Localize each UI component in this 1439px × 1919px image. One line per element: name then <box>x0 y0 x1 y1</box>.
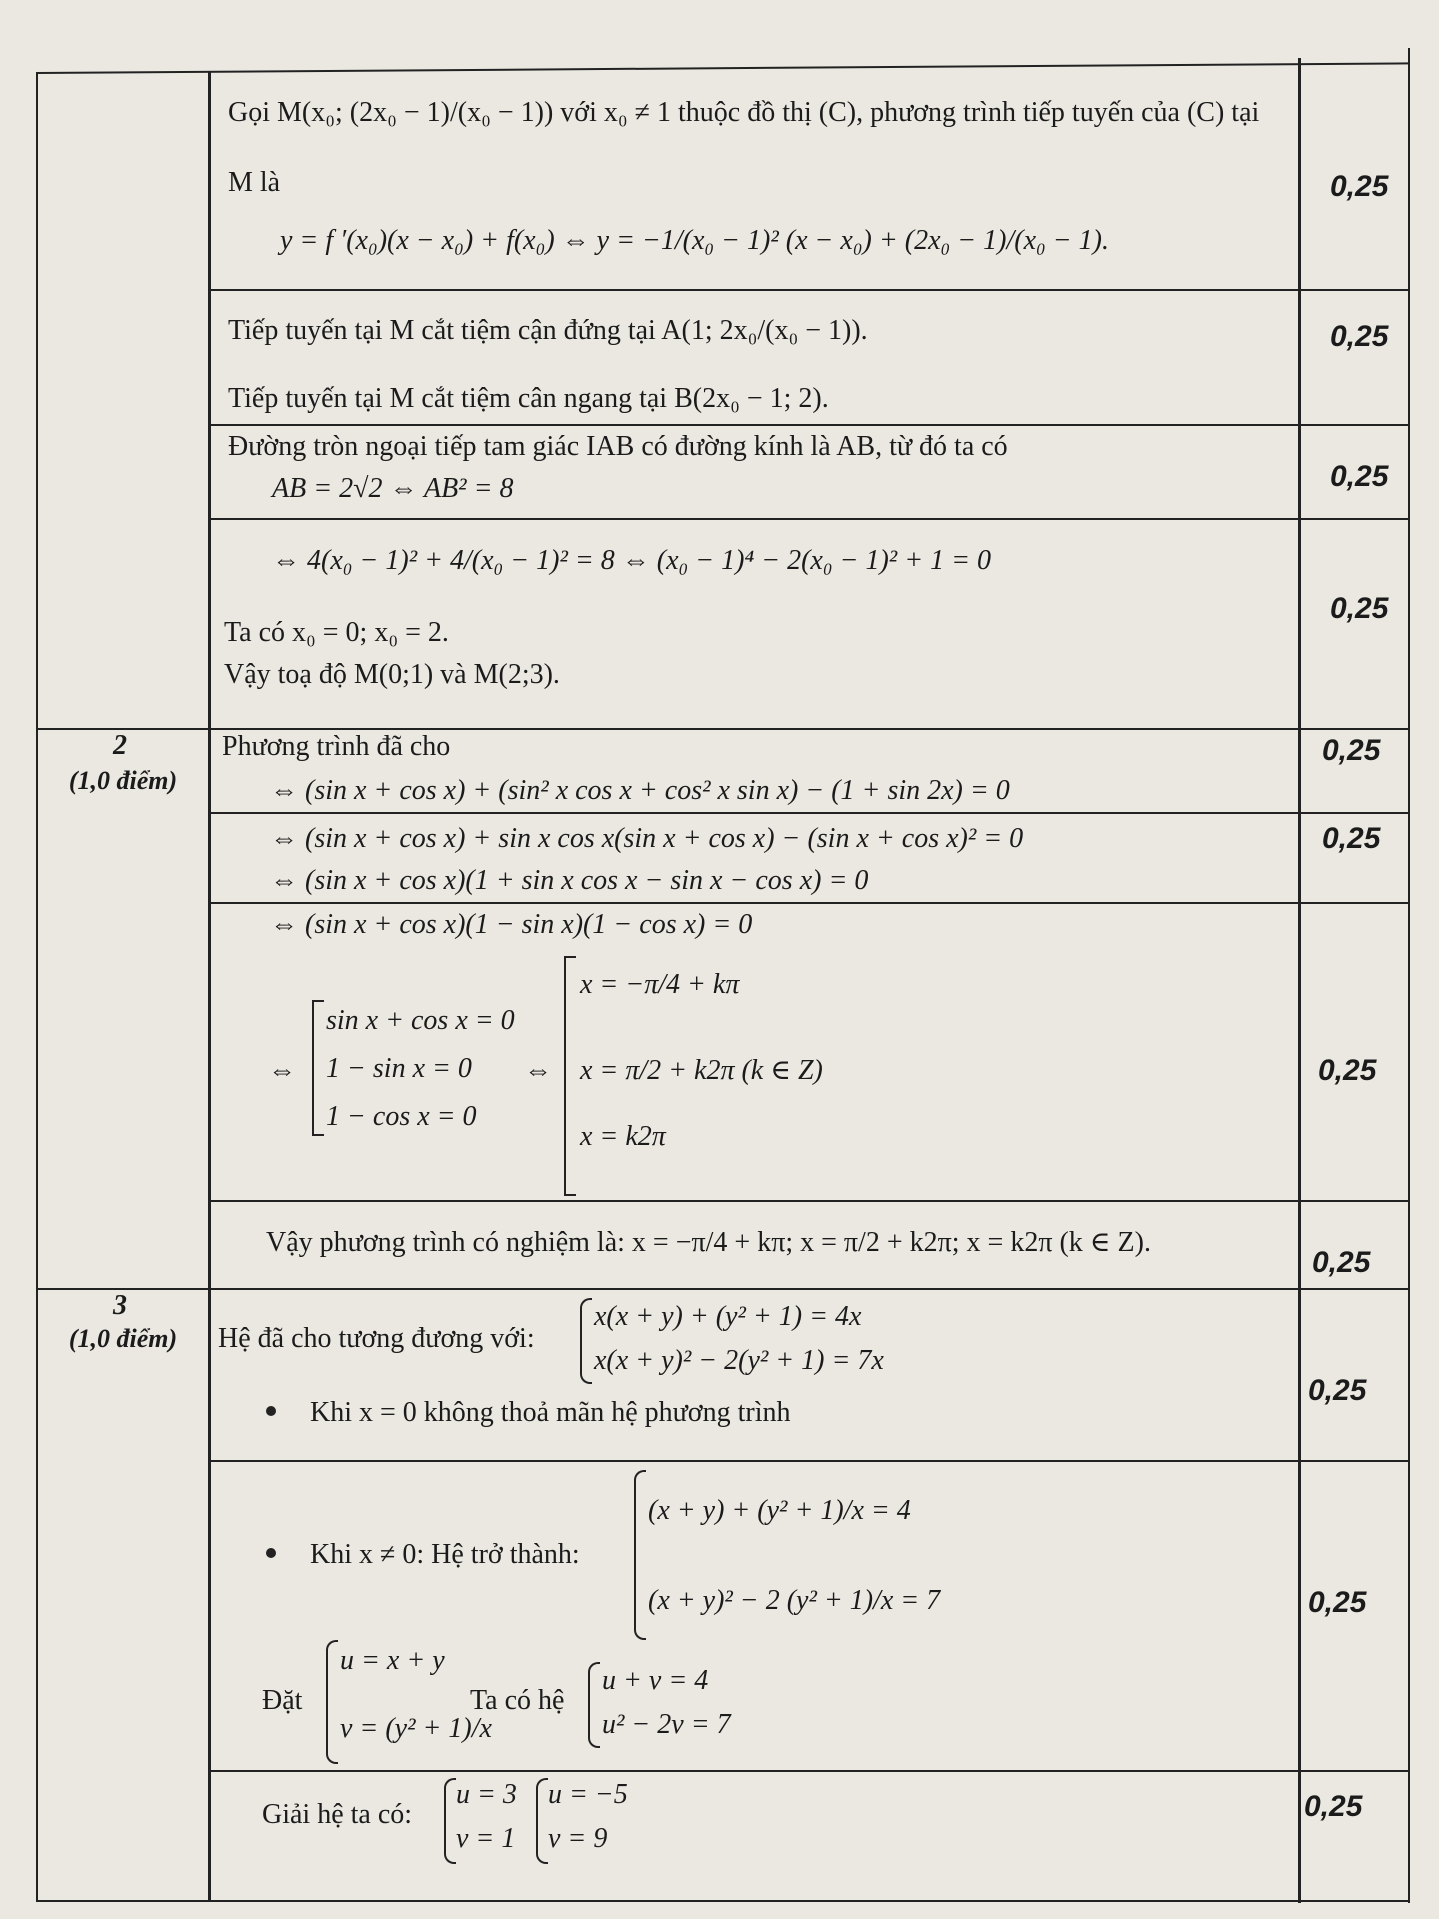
q3-a-bullet-dot <box>266 1406 276 1416</box>
row-divider <box>208 1460 1408 1462</box>
q3-a-sys1: x(x + y) + (y² + 1) = 4x <box>594 1301 862 1332</box>
q2-c-bracket <box>312 1000 324 1136</box>
q2-c-equiv2: ⇔ <box>524 1055 552 1086</box>
r4-score: 0,25 <box>1330 592 1389 625</box>
row-divider <box>208 1770 1408 1772</box>
r1-line2: M là <box>228 167 281 198</box>
q3-a-brace <box>580 1298 592 1384</box>
q2-c-sys1: sin x + cos x = 0 <box>326 1005 515 1036</box>
r4-line2: Ta có x₀ = 0; x₀ = 2. <box>224 617 449 648</box>
q3-a-sys2: x(x + y)² − 2(y² + 1) = 7x <box>594 1345 884 1376</box>
q2-b-line1: ⇔ (sin x + cos x) + sin x cos x(sin x + cos x) − (sin x + cos x)² = 0 <box>270 823 1024 854</box>
q3-number: 3 <box>113 1290 127 1321</box>
q2-c-line1: ⇔ (sin x + cos x)(1 − sin x)(1 − cos x) = 0 <box>270 909 753 940</box>
table-bottom-border <box>36 1900 1410 1902</box>
q2-b-line2: ⇔ (sin x + cos x)(1 + sin x cos x − sin x − cos x) = 0 <box>270 865 869 896</box>
r3-line1: Đường tròn ngoại tiếp tam giác IAB có đường kính là AB, từ đó ta có <box>228 431 1008 462</box>
r1-line3: y = f ′(x₀)(x − x₀) + f(x₀) ⇔ y = −1/(x₀ − 1)² (x − x₀) + (2x₀ − 1)/(x₀ − 1). <box>280 225 1109 256</box>
q2-b-score: 0,25 <box>1322 822 1381 855</box>
row-divider <box>208 812 1408 814</box>
q2-number: 2 <box>113 730 127 761</box>
q3-b-taco: Ta có hệ <box>470 1685 565 1716</box>
table-left-border <box>36 72 38 1902</box>
table-right-border <box>1408 48 1410 1903</box>
q3-b-v: v = (y² + 1)/x <box>340 1713 492 1744</box>
q2-points: (1,0 điểm) <box>68 766 178 795</box>
q3-a-bullet: Khi x = 0 không thoả mãn hệ phương trình <box>310 1397 791 1428</box>
q3-c-s2b: v = 9 <box>548 1823 608 1854</box>
q3-b-u: u = x + y <box>340 1645 445 1676</box>
score-column-divider <box>1298 58 1301 1903</box>
row-divider <box>36 1288 1410 1290</box>
q2-a-line2: ⇔ (sin x + cos x) + (sin² x cos x + cos² x sin x) − (1 + sin 2x) = 0 <box>270 775 1010 806</box>
q3-b-dat: Đặt <box>262 1685 303 1716</box>
q2-c-sys2: 1 − sin x = 0 <box>326 1053 472 1084</box>
r2-line2: Tiếp tuyến tại M cắt tiệm cân ngang tại B(2x₀ − 1; 2). <box>228 383 829 414</box>
q2-c-sol2: x = π/2 + k2π (k ∈ Z) <box>580 1055 823 1086</box>
q2-c-score: 0,25 <box>1318 1054 1377 1087</box>
q3-b-he-brace <box>588 1662 600 1748</box>
q2-d-line1: Vậy phương trình có nghiệm là: x = −π/4 + kπ; x = π/2 + k2π; x = k2π (k ∈ Z). <box>266 1227 1151 1258</box>
q3-b-score: 0,25 <box>1308 1586 1367 1619</box>
q3-points: (1,0 điểm) <box>68 1324 178 1353</box>
table-top-border <box>36 62 1410 74</box>
q3-b-h2: u² − 2v = 7 <box>602 1709 731 1740</box>
q2-c-bracket2 <box>564 956 576 1196</box>
q3-b-bullet: Khi x ≠ 0: Hệ trở thành: <box>310 1539 580 1570</box>
row-divider <box>208 518 1408 520</box>
q3-c-brace2 <box>536 1778 548 1864</box>
q2-c-sol1: x = −π/4 + kπ <box>580 969 740 1000</box>
q2-c-sol3: x = k2π <box>580 1121 666 1152</box>
r2-score: 0,25 <box>1330 320 1389 353</box>
q3-c-s1a: u = 3 <box>456 1779 517 1810</box>
q3-c-brace1 <box>444 1778 456 1864</box>
row-divider <box>208 289 1408 291</box>
r2-line1: Tiếp tuyến tại M cắt tiệm cận đứng tại A(1; 2x₀/(x₀ − 1)). <box>228 315 868 346</box>
row-divider <box>208 424 1408 426</box>
q2-c-sys3: 1 − cos x = 0 <box>326 1101 477 1132</box>
q3-b-h1: u + v = 4 <box>602 1665 709 1696</box>
column-divider <box>208 72 211 1902</box>
row-divider <box>208 1200 1408 1202</box>
r3-line2: AB = 2√2 ⇔ AB² = 8 <box>272 473 514 504</box>
q2-d-score: 0,25 <box>1312 1246 1371 1279</box>
r1-line1: Gọi M(x₀; (2x₀ − 1)/(x₀ − 1)) với x₀ ≠ 1 thuộc đồ thị (C), phương trình tiếp tuyến của (C) tại <box>228 97 1260 128</box>
q3-b-dat-brace <box>326 1640 338 1764</box>
q3-a-score: 0,25 <box>1308 1374 1367 1407</box>
r4-line3: Vậy toạ độ M(0;1) và M(2;3). <box>224 659 560 690</box>
q2-c-equiv: ⇔ <box>268 1055 296 1086</box>
q3-b-sys1: (x + y) + (y² + 1)/x = 4 <box>648 1495 911 1526</box>
q3-b-bullet-dot <box>266 1548 276 1558</box>
q2-a-line1: Phương trình đã cho <box>222 731 451 762</box>
row-divider <box>208 902 1408 904</box>
q3-c-s1b: v = 1 <box>456 1823 516 1854</box>
r3-score: 0,25 <box>1330 460 1389 493</box>
q3-c-s2a: u = −5 <box>548 1779 628 1810</box>
q3-b-sys2: (x + y)² − 2 (y² + 1)/x = 7 <box>648 1585 941 1616</box>
r1-score: 0,25 <box>1330 170 1389 203</box>
q3-c-intro: Giải hệ ta có: <box>262 1799 413 1830</box>
q3-b-brace <box>634 1470 646 1640</box>
q3-c-score: 0,25 <box>1304 1790 1363 1823</box>
q2-a-score: 0,25 <box>1322 734 1381 767</box>
q3-a-intro: Hệ đã cho tương đương với: <box>218 1323 535 1354</box>
r4-line1: ⇔ 4(x₀ − 1)² + 4/(x₀ − 1)² = 8 ⇔ (x₀ − 1)⁴ − 2(x₀ − 1)² + 1 = 0 <box>272 545 991 576</box>
